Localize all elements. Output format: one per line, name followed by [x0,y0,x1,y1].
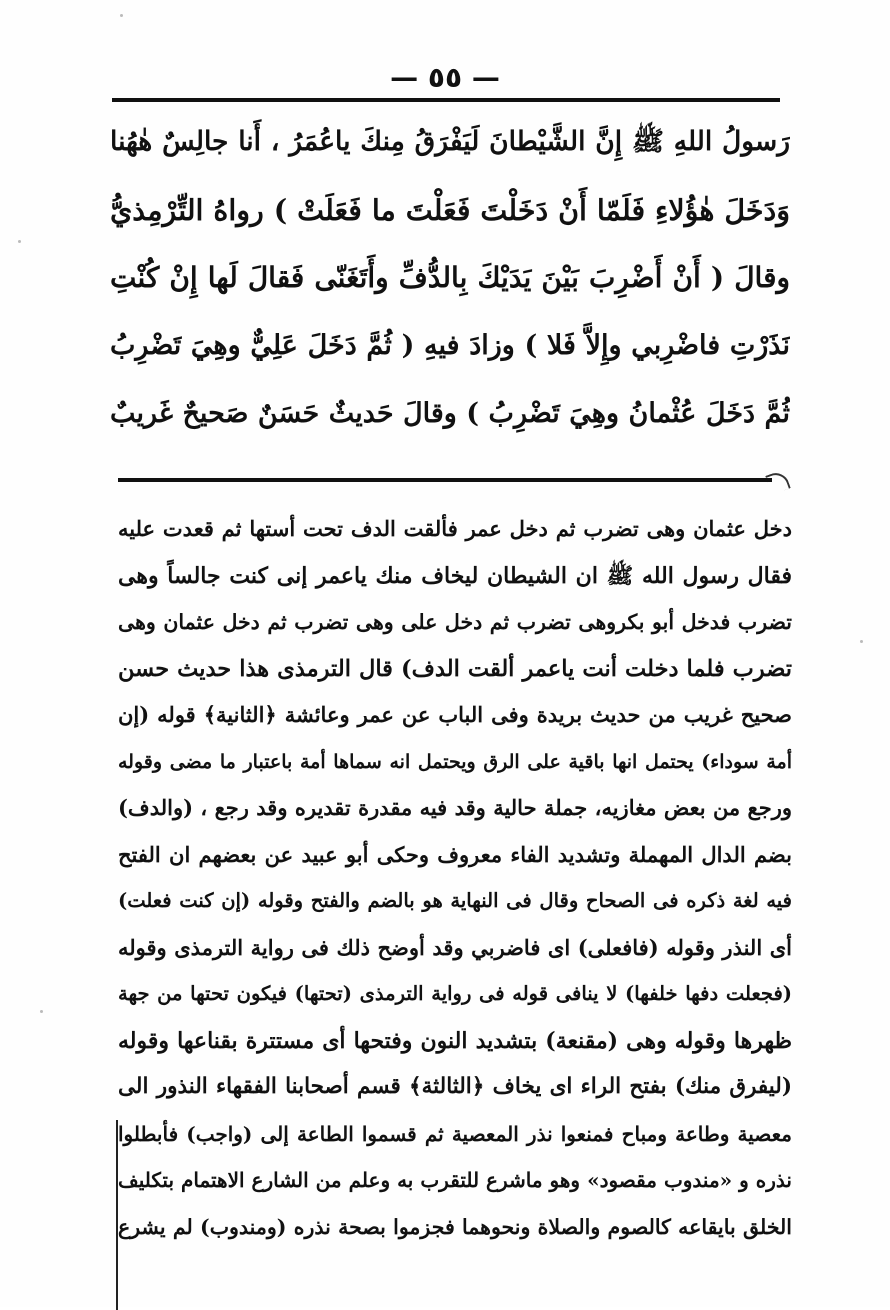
commentary-line: (فجعلت دفها خلفها) لا ينافى قوله فى رواية الترمذى (تحتها) فيكون تحتها من جهة [118,982,792,1005]
commentary-line: (ليفرق منك) بفتح الراء اى يخاف ﴿الثالثة﴾ قسم أصحابنا الفقهاء النذور الى [118,1074,792,1099]
binding-edge-line [116,1120,118,1310]
hadith-line: نَذَرْتِ فاضْرِبي وإِلاَّ فَلا ) وزادَ فيهِ ( ثُمَّ دَخَلَ عَلِيٌّ وهِيَ تَضْرِبُ [110,330,790,361]
commentary-line: أمة سوداء) يحتمل انها باقية على الرق ويحتمل انه سماها أمة باعتبار ما مضى وقوله [118,750,792,773]
commentary-line: الخلق بايقاعه كالصوم والصلاة ونحوهما فجزموا بصحة نذره (ومندوب) لم يشرع [118,1214,792,1239]
section-divider-rule [118,478,772,482]
commentary-line: نذره و «مندوب مقصود» وهو ماشرع للتقرب به وعلم من الشارع الاهتمام بتكليف [118,1168,792,1192]
commentary-line: معصية وطاعة ومباح فمنعوا نذر المعصية ثم قسموا الطاعة إلى (واجب) فأبطلوا [118,1121,792,1146]
hadith-line: ثُمَّ دَخَلَ عُثْمانُ وهِيَ تَضْرِبُ ) وقالَ حَديثٌ حَسَنٌ صَحيحٌ غَريبٌ [110,398,790,429]
paper-speck [40,1010,43,1013]
hadith-text [110,108,790,448]
divider-flourish [765,469,791,495]
hadith-line: وَدَخَلَ هٰؤُلاءِ فَلَمّا أَنْ دَخَلْتَ فَعَلْتَ ما فَعَلَتْ ) رواهُ التِّرْمِذيُّ [110,193,790,227]
commentary-line: تضرب فلما دخلت أنت ياعمر ألقت الدف) قال الترمذى هذا حديث حسن [118,655,792,682]
header-rule [112,98,780,102]
page-number: — ٥٥ — [390,61,500,94]
hadith-line: وقالَ ( أَنْ أَضْرِبَ بَيْنَ يَدَيْكَ بِالدُّفِّ وأَتَغَنّى فَقالَ لَها إِنْ كُنْتِ [110,261,790,294]
commentary-line: ظهرها وقوله وهى (مقنعة) بتشديد النون وفتحها أى مستترة بقناعها وقوله [118,1027,792,1054]
commentary-line: أى النذر وقوله (فافعلى) اى فاضربي وقد أوضح ذلك فى رواية الترمذى وقوله [118,934,792,960]
commentary-line: فقال رسول الله ﷺ ان الشيطان ليخاف منك ياعمر إنى كنت جالساً وهى [118,562,792,589]
commentary-line: بضم الدال المهملة وتشديد الفاء معروف وحكى أبو عبيد عن بعضهم ان الفتح [118,841,792,867]
commentary-line: فيه لغة ذكره فى الصحاح وقال فى النهاية هو بالضم والفتح وقوله (إن كنت فعلت) [118,889,792,912]
commentary-line: صحيح غريب من حديث بريدة وفى الباب عن عمر وعائشة ﴿الثانية﴾ قوله (إن [118,702,792,727]
commentary-line: دخل عثمان وهى تضرب ثم دخل عمر فألقت الدف تحت أستها ثم قعدت عليه [118,516,792,541]
paper-speck [18,240,21,243]
commentary-text [118,506,792,1250]
paper-speck [120,14,123,17]
commentary-line: تضرب فدخل أبو بكروهى تضرب ثم دخل على وهى تضرب ثم دخل عثمان وهى [118,610,792,634]
paper-speck [860,640,863,643]
commentary-line: ورجع من بعض مغازيه، جملة حالية وقد فيه مقدرة تقديره وقد رجع ، (والدف) [118,795,792,820]
hadith-line: رَسولُ اللهِ ﷺ إِنَّ الشَّيْطانَ لَيَفْرَقُ مِنكَ ياعُمَرُ ، أَنا جالِسٌ هٰهُنا [110,126,790,157]
